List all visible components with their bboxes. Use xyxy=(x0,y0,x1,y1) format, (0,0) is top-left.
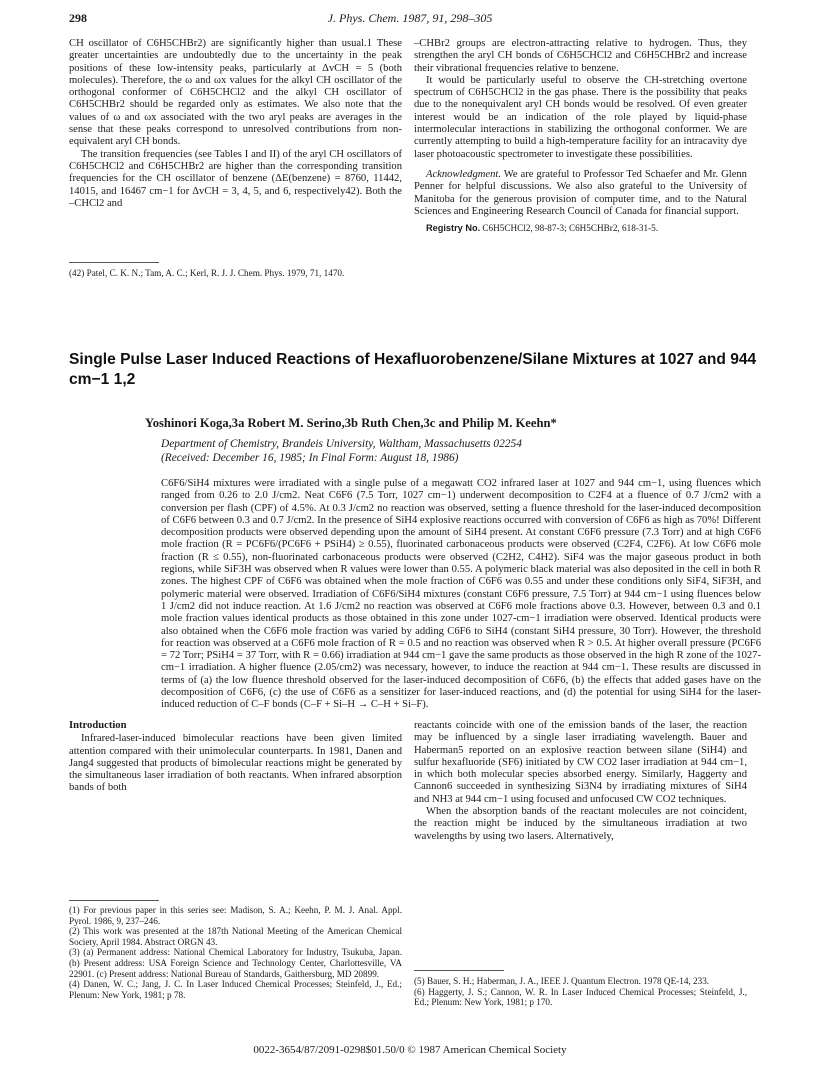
affiliation-department: Department of Chemistry, Brandeis University, Waltham, Massachusetts 02254 xyxy=(161,438,522,450)
footnotes-right xyxy=(414,976,747,1008)
prev-article-left-column xyxy=(69,38,402,210)
intro-paragraph: reactants coincide with one of the emission bands of the laser, the reaction may be influenced by a single laser irradiating wavelength. Bauer and Haberman5 reported on an explosive reaction between silane (SiH4) and sulfur hexafluoride (SF6) initiated by CW CO2 laser irradiation at 944 cm−1, in which both molecular species absorbed energy. Similarly, Haggerty and Cannon6 succeeded in synthesizing Si3N4 by irradiating mixtures of SiH4 and NH3 at 944 cm−1 using focused and unfocused CW CO2 techniques. xyxy=(414,720,747,805)
footnote-item: (1) For previous paper in this series see: Madison, S. A.; Keehn, P. M. J. Anal. Appl. Pyrol. 1986, 9, 237–246. xyxy=(69,905,402,926)
acknowledgment xyxy=(414,169,747,218)
affiliation-received: (Received: December 16, 1985; In Final Form: August 18, 1986) xyxy=(161,451,459,464)
footnote-rule xyxy=(69,900,159,901)
registry-text: C6H5CHCl2, 98-87-3; C6H5CHBr2, 618-31-5. xyxy=(482,223,659,234)
footnote-42: (42) Patel, C. K. N.; Tam, A. C.; Kerl, R. J. J. Chem. Phys. 1979, 71, 1470. xyxy=(69,268,345,278)
article-abstract xyxy=(161,478,761,712)
intro-paragraph: Infrared-laser-induced bimolecular reactions have been given limited attention compared with their unimolecular counterparts. In 1981, Danen and Jang4 suggested that products of bimolecular reactions might be generated by the simultaneous laser irradiation of both reactants. When infrared absorption bands of both xyxy=(69,733,402,794)
footnotes-left xyxy=(69,905,402,1000)
acknowledgment-text: We are grateful to Professor Ted Schaefer and Mr. Glenn Penner for helpful discussions. We also also grateful to the University of Manitoba for the generous provision of computer time, and to the Natural Sciences and Engineering Research Council of Canada for financial support. xyxy=(414,168,747,217)
footnote-rule xyxy=(414,970,504,971)
footnote-item: (2) This work was presented at the 187th National Meeting of the American Chemical Society, April 1984. Abstract ORGN 43. xyxy=(69,926,402,947)
section-heading-introduction: Introduction xyxy=(69,720,127,731)
journal-reference: J. Phys. Chem. 1987, 91, 298–305 xyxy=(327,11,493,25)
intro-left-column xyxy=(69,720,402,795)
prev-article-paragraph: –CHBr2 groups are electron-attracting relative to hydrogen. Thus, they strengthen the aryl CH bonds of C6H5CHCl2 and C6H5CHBr2 and increase their vibrational frequencies relative to benzene. xyxy=(414,38,747,74)
prev-article-right-column xyxy=(414,38,747,234)
intro-paragraph: When the absorption bands of the reactant molecules are not coincident, the reaction might be induced by the simultaneous irradiation at two wavelengths by using two lasers. Alternatively, xyxy=(414,806,747,842)
acknowledgment-label: Acknowledgment. xyxy=(426,168,502,180)
footnote-item: (3) (a) Permanent address: National Chemical Laboratory for Industry, Tsukuba, Japan. (b) Present address: USA Foreign Science and Technology Center, Charlottesville, VA 22901. (c) Present address: National Bureau of Standards, Gaithersburg, MD 20899. xyxy=(69,947,402,979)
running-head xyxy=(69,10,751,26)
article-affiliation xyxy=(161,438,761,465)
prev-article-paragraph: It would be particularly useful to observe the CH-stretching overtone spectrum of C6H5CHCl2 in the gas phase. There is the possibility that peaks due to the nonequivalent aryl CH bonds would be resolved. Of even greater interest would be an indication of the role played by liquid-phase intermolecular interactions in stabilizing the orthogonal conformer. We are currently attempting to build a high-temperature facility for an intracavity dye laser photoacoustic spectrometer to investigate these possibilities. xyxy=(414,74,747,160)
footnote-item: (4) Danen, W. C.; Jang, J. C. In Laser Induced Chemical Processes; Steinfeld, J., Ed.; Plenum: New York, 1981; p 78. xyxy=(69,979,402,1000)
prev-article-paragraph: CH oscillator of C6H5CHBr2) are significantly higher than usual.1 These greater uncertainties are undoubtedly due to the uncertainty in the peak positions of these low-intensity peaks, particularly at ΔvCH = 5 (both molecules). Therefore, the ω and ωx values for the alkyl CH oscillator of the orthogonal conformer of C6H5CHCl2 and the alkyl CH oscillator of C6H5CHBr2 should be regarded only as estimates. We also note that the values of ω and ωx associated with the two aryl peaks are averages in the sense that these peaks correspond to unresolved contributions from non-equivalent aryl CH bonds. xyxy=(69,38,402,148)
footnote-item: (5) Bauer, S. H.; Haberman, J. A., IEEE J. Quantum Electron. 1978 QE-14, 233. xyxy=(414,976,710,986)
intro-right-column xyxy=(414,720,747,843)
page-footer: 0022-3654/87/2091-0298$01.50/0 © 1987 American Chemical Society xyxy=(253,1044,567,1056)
article-title: Single Pulse Laser Induced Reactions of Hexafluorobenzene/Silane Mixtures at 1027 and 944 cm−1 1,2 xyxy=(69,351,757,388)
article-authors: Yoshinori Koga,3a Robert M. Serino,3b Ruth Chen,3c and Philip M. Keehn* xyxy=(145,416,557,430)
abstract-text: C6F6/SiH4 mixtures were irradiated with a single pulse of a megawatt CO2 infrared laser at 1027 and 944 cm−1, using fluences which ranged from 0.26 to 2.0 J/cm2. Neat C6F6 (7.5 Torr, 1027 cm−1) underwent decomposition to C2F4 at a fluence of 0.7 J/cm2 with a conversion per flash (CPF) of 4.5%. At 0.3 J/cm2 no reaction was observed, setting a fluence threshold for the laser-induced decomposition of C6F6 between 0.3 and 0.7 J/cm2. In the presence of SiH4 explosive reactions occurred with conversion of C6F6 as high as 70%! Different decomposition products were observed depending upon the amount of SiH4 present. At constant C6F6 pressure (7.3 Torr) and at high C6F6 mole fraction (R = PC6F6/(PC6F6 + PSiH4) ≥ 0.55), fluorinated carbonaceous products were observed (C2F4, C2F6). At low C6F6 mole fraction (R ≤ 0.55), non-fluorinated carbonaceous products were observed (C2H2, C4H2). SiF4 was the major gaseous product in both regions, while SiF3H was observed when R values were lower than 0.55. A polymeric black material was also deposited in the cell in both R zones. The highest CPF of C6F6 was obtained when the mole fraction of C6F6 was 0.55 and under these conditions only SiF4, SiF3H, and polymeric material were observed. Irradiation of C6F6/SiH4 mixtures (constant C6F6 pressure, 7.5 Torr) at 944 cm−1 using fluences below 1 J/cm2 did not induce reaction. At 1.6 J/cm2 no reaction was observed at C6F6 mole fractions above 0.3. However, between 0.3 and 0.1 mole fraction values identical products as those obtained in this zone under 1027-cm−1 irradiation were observed. Identical products were also obtained when the C6F6 mole fraction was varied by adding C6F6 to SiH4 (constant SiH4 pressure, 30 Torr). However, the threshold for reaction was observed at a C6F6 mole fraction of R = 0.5 and no reaction was observed when R > 0.5. At higher overall pressure (PC6F6 = 72 Torr; PSiH4 = 37 Torr, with R = 0.66) irradiation at 944 cm−1 gave the same products as those observed in the high R zone of the 1027-cm−1 irradiation. A higher fluence (2.05/cm2) was necessary, however, to induce the reaction at 944 cm−1. These results are discussed in terms of (a) the low fluence threshold observed for the laser-induced decomposition of C6F6, (b) the effects that added gases have on the decomposition of C6F6, (c) the use of C6F6 as a sensitizer for laser-induced reactions, and (d) the potential for using SiH4 for the laser-induced reduction of C–F bonds (C–F + Si–H → C–H + Si–F). xyxy=(161,478,761,711)
footnote-item: (6) Haggerty, J. S.; Cannon, W. R. In Laser Induced Chemical Processes; Steinfeld, J., Ed.; Plenum: New York, 1981; p 170. xyxy=(414,986,747,1008)
page-number: 298 xyxy=(69,11,87,25)
registry-numbers xyxy=(414,222,747,234)
footnote-rule xyxy=(69,262,159,263)
prev-article-paragraph: The transition frequencies (see Tables I and II) of the aryl CH oscillators of C6H5CHCl2 and C6H5CHBr2 are higher than the corresponding transition frequencies for the CH oscillator of benzene (ΔE(benzene) = 8760, 11442, 14015, and 16467 cm−1 for ΔvCH = 3, 4, 5, and 6, respectively42). Both the –CHCl2 and xyxy=(69,148,402,209)
registry-label: Registry No. xyxy=(426,223,481,234)
